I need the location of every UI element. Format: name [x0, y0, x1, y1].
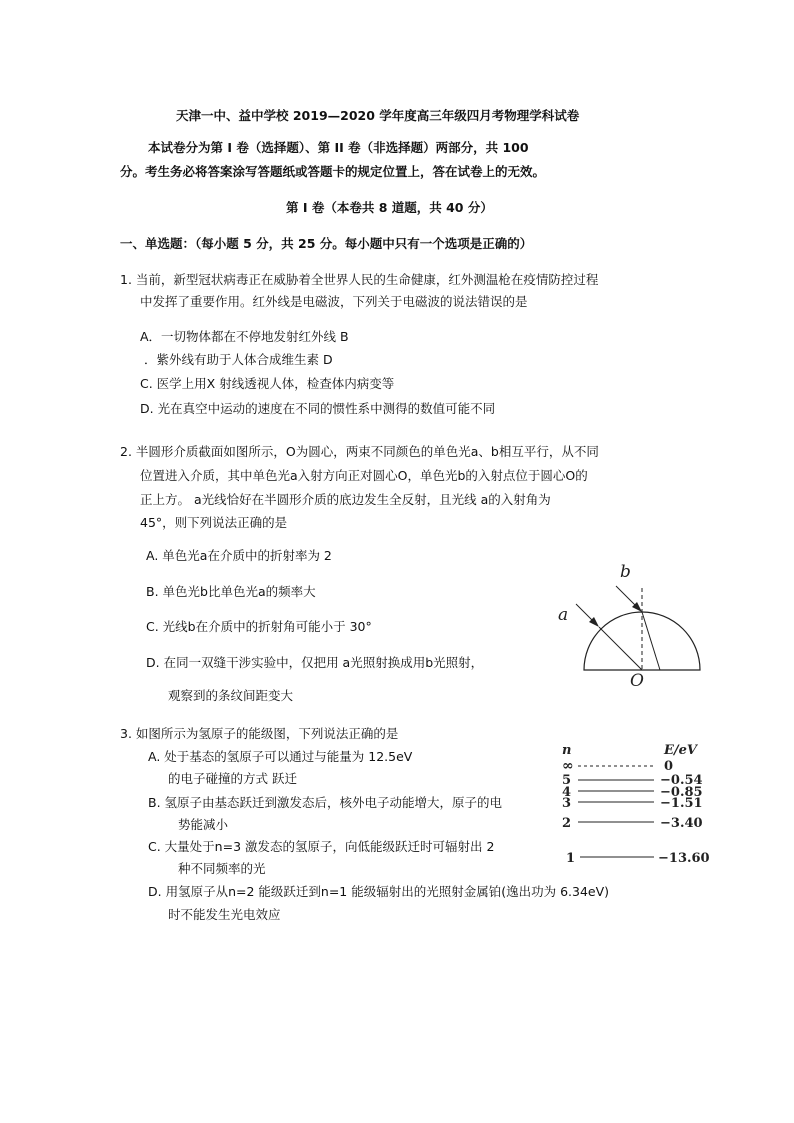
q2-option-b: B. 单色光b比单色光a的频率大 — [146, 584, 316, 599]
q1-option-c: C. 医学上用X 射线透视人体，检查体内病变等 — [140, 376, 395, 391]
level-e-inf: 0 — [664, 759, 674, 774]
q1-option-d: D. 光在真空中运动的速度在不同的惯性系中测得的数值可能不同 — [140, 401, 496, 416]
level-n-4: 4 — [562, 785, 572, 800]
hydrogen-energy-level-diagram — [556, 740, 736, 872]
q3-option-d-line-2: 时不能发生光电效应 — [168, 907, 281, 922]
ray-a-in-medium — [599, 627, 642, 670]
label-a: a — [558, 605, 569, 625]
ray-a-incident — [576, 604, 593, 621]
level-n-inf: ∞ — [562, 758, 574, 774]
ray-b-incident — [616, 586, 635, 605]
level-n-3: 3 — [562, 796, 572, 811]
level-e-5: −0.54 — [660, 773, 703, 788]
level-e-1: −13.60 — [658, 851, 710, 866]
ray-b-refracted — [642, 612, 660, 670]
exam-title: 天津一中、益中学校 2019—2020 学年度高三年级四月考物理学科试卷 — [176, 108, 580, 123]
q1-option-a: A．一切物体都在不停地发射红外线 B — [140, 329, 349, 344]
q2-option-d-line-1: D. 在同一双缝干涉实验中，仅把用 a光照射换成用b光照射， — [146, 655, 484, 670]
level-e-3: −1.51 — [660, 796, 703, 811]
part-heading: 一、单选题：（每小题 5 分，共 25 分。每小题中只有一个选项是正确的） — [120, 236, 533, 251]
intro-line-2: 分。考生务必将答案涂写答题纸或答题卡的规定位置上，答在试卷上的无效。 — [120, 164, 546, 179]
q3-option-a-line-1: A. 处于基态的氢原子可以通过与能量为 12.5eV — [148, 749, 413, 764]
q1-stem-line-1: 1. 当前，新型冠状病毒正在威胁着全世界人民的生命健康，红外测温枪在疫情防控过程 — [120, 272, 599, 287]
q3-option-b-line-1: B. 氢原子由基态跃迁到激发态后，核外电子动能增大，原子的电 — [148, 795, 503, 810]
level-e-4: −0.85 — [660, 785, 703, 800]
level-e-2: −3.40 — [660, 816, 703, 831]
q3-option-c-line-2: 种不同频率的光 — [178, 861, 266, 876]
diagram-header-n: n — [562, 743, 572, 758]
level-n-5: 5 — [562, 773, 572, 788]
level-n-1: 1 — [566, 851, 576, 866]
label-o: O — [630, 671, 644, 690]
q3-option-b-line-2: 势能减小 — [178, 817, 229, 832]
q2-option-d-line-2: 观察到的条纹间距变大 — [168, 688, 294, 703]
q2-option-c: C. 光线b在介质中的折射角可能小于 30° — [146, 619, 372, 634]
q3-option-c-line-1: C. 大量处于n=3 激发态的氢原子，向低能级跃迁时可辐射出 2 — [148, 839, 495, 854]
semicircle-medium-figure — [550, 560, 710, 690]
q3-option-d-line-1: D. 用氢原子从n=2 能级跃迁到n=1 能级辐射出的光照射金属铂(逸出功为 6.34eV) — [148, 884, 610, 899]
intro-line-1: 本试卷分为第 I 卷（选择题）、第 II 卷（非选择题）两部分，共 100 — [148, 140, 529, 155]
q1-option-b: ．紫外线有助于人体合成维生素 D — [144, 352, 333, 367]
q3-option-a-line-2: 的电子碰撞的方式 跃迁 — [168, 771, 297, 786]
q2-stem-line-3: 正上方。 a光线恰好在半圆形介质的底边发生全反射，且光线 a的入射角为 — [140, 492, 551, 507]
level-n-2: 2 — [562, 816, 572, 831]
diagram-header-e: E/eV — [664, 743, 698, 758]
q2-stem-line-2: 位置进入介质，其中单色光a入射方向正对圆心O，单色光b的入射点位于圆心O的 — [140, 468, 588, 483]
section-title: 第 I 卷（本卷共 8 道题，共 40 分） — [286, 200, 493, 215]
q2-option-a: A. 单色光a在介质中的折射率为 2 — [146, 548, 332, 563]
q2-stem-line-4: 45°，则下列说法正确的是 — [140, 515, 288, 530]
q1-stem-line-2: 中发挥了重要作用。红外线是电磁波，下列关于电磁波的说法错误的是 — [140, 294, 528, 309]
q3-stem: 3. 如图所示为氢原子的能级图，下列说法正确的是 — [120, 726, 399, 741]
label-b: b — [620, 562, 631, 582]
q2-stem-line-1: 2. 半圆形介质截面如图所示，O为圆心，两束不同颜色的单色光a、b相互平行，从不同 — [120, 444, 599, 459]
